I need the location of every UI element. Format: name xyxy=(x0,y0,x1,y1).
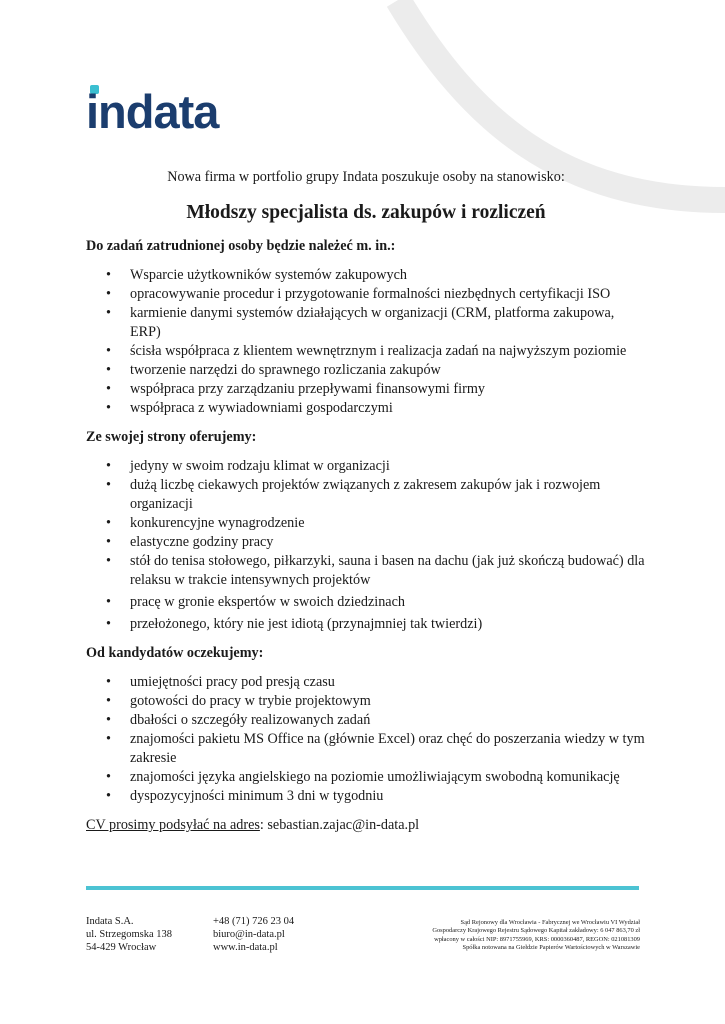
legal-line: Gospodarczy Krajowego Rejestru Sądowego Kapitał zakładowy: 6 047 863,70 zł xyxy=(432,927,640,935)
footer-phone[interactable]: +48 (71) 726 23 04 xyxy=(213,916,295,927)
cv-email[interactable]: : sebastian.zajac@in-data.pl xyxy=(259,817,420,833)
footer-city: 54-429 Wrocław xyxy=(86,942,157,953)
footer-contact xyxy=(213,915,294,954)
job-title: Młodszy specjalista ds. zakupów i rozliczeń xyxy=(186,202,546,223)
list-item: • konkurencyjne wynagrodzenie xyxy=(130,514,646,533)
requirements-list xyxy=(86,673,646,806)
list-item: • znajomości pakietu MS Office na (głównie Excel) oraz chęć do poszerzania wiedzy w tym zakresie xyxy=(130,730,646,768)
list-item: • dyspozycyjności minimum 3 dni w tygodniu xyxy=(130,787,646,806)
footer-company: Indata S.A. xyxy=(86,916,134,927)
footer-email[interactable]: biuro@in-data.pl xyxy=(213,929,285,940)
list-item: • przełożonego, który nie jest idiotą (przynajmniej tak twierdzi) xyxy=(130,615,646,634)
footer-website[interactable]: www.in-data.pl xyxy=(213,942,278,953)
list-item: • karmienie danymi systemów działających w organizacji (CRM, platforma zakupowa, ERP) xyxy=(130,304,646,342)
list-item: • współpraca przy zarządzaniu przepływami finansowymi firmy xyxy=(130,380,646,399)
section-heading-tasks: Do zadań zatrudnionej osoby będzie należeć m. in.: xyxy=(86,238,396,254)
section-heading-requirements: Od kandydatów oczekujemy: xyxy=(86,645,264,661)
list-item: • gotowości do pracy w trybie projektowym xyxy=(130,692,646,711)
footer-street: ul. Strzegomska 138 xyxy=(86,929,173,940)
section-heading-offer: Ze swojej strony oferujemy: xyxy=(86,429,257,445)
offer-list xyxy=(86,457,646,634)
list-item: • znajomości języka angielskiego na poziomie umożliwiającym swobodną komunikację xyxy=(130,768,646,787)
list-item: • dużą liczbę ciekawych projektów związanych z zakresem zakupów jak i rozwojem organizacji xyxy=(130,476,646,514)
logo-text: indata xyxy=(86,85,219,138)
list-item: • pracę w gronie ekspertów w swoich dziedzinach xyxy=(130,593,646,612)
list-item: • tworzenie narzędzi do sprawnego rozliczania zakupów xyxy=(130,361,646,380)
list-item: • jedyny w swoim rodzaju klimat w organizacji xyxy=(130,457,646,476)
tasks-list xyxy=(86,266,646,418)
legal-line: wpłacony w całości NIP: 8971755969, KRS: 0000360487, REGON: 021081309 xyxy=(434,935,640,943)
cv-contact xyxy=(86,816,646,835)
list-item: • ścisła współpraca z klientem wewnętrznym i realizacja zadań na najwyższym poziomie xyxy=(130,342,646,361)
legal-line: Spółka notowana na Giełdzie Papierów Wartościowych w Warszawie xyxy=(462,943,640,951)
footer-address xyxy=(86,915,172,954)
list-item: • stół do tenisa stołowego, piłkarzyki, sauna i basen na dachu (jak już skończą budować) dla relaksu w trakcie intensywnych projektów xyxy=(130,552,646,590)
intro-text: Nowa firma w portfolio grupy Indata poszukuje osoby na stanowisko: xyxy=(167,169,565,185)
footer-legal xyxy=(378,919,640,952)
list-item: • współpraca z wywiadowniami gospodarczymi xyxy=(130,399,646,418)
job-posting xyxy=(86,168,646,835)
footer-divider xyxy=(86,886,639,890)
list-item: • umiejętności pracy pod presją czasu xyxy=(130,673,646,692)
list-item: • elastyczne godziny pracy xyxy=(130,533,646,552)
list-item: • opracowywanie procedur i przygotowanie formalności niezbędnych certyfikacji ISO xyxy=(130,285,646,304)
cv-label: CV prosimy podsyłać na adres xyxy=(86,817,260,833)
list-item: • Wsparcie użytkowników systemów zakupowych xyxy=(130,266,646,285)
list-item: • dbałości o szczegóły realizowanych zadań xyxy=(130,711,646,730)
legal-line: Sąd Rejonowy dla Wrocławia - Fabrycznej we Wrocławiu VI Wydział xyxy=(460,919,640,926)
company-logo xyxy=(86,84,246,136)
